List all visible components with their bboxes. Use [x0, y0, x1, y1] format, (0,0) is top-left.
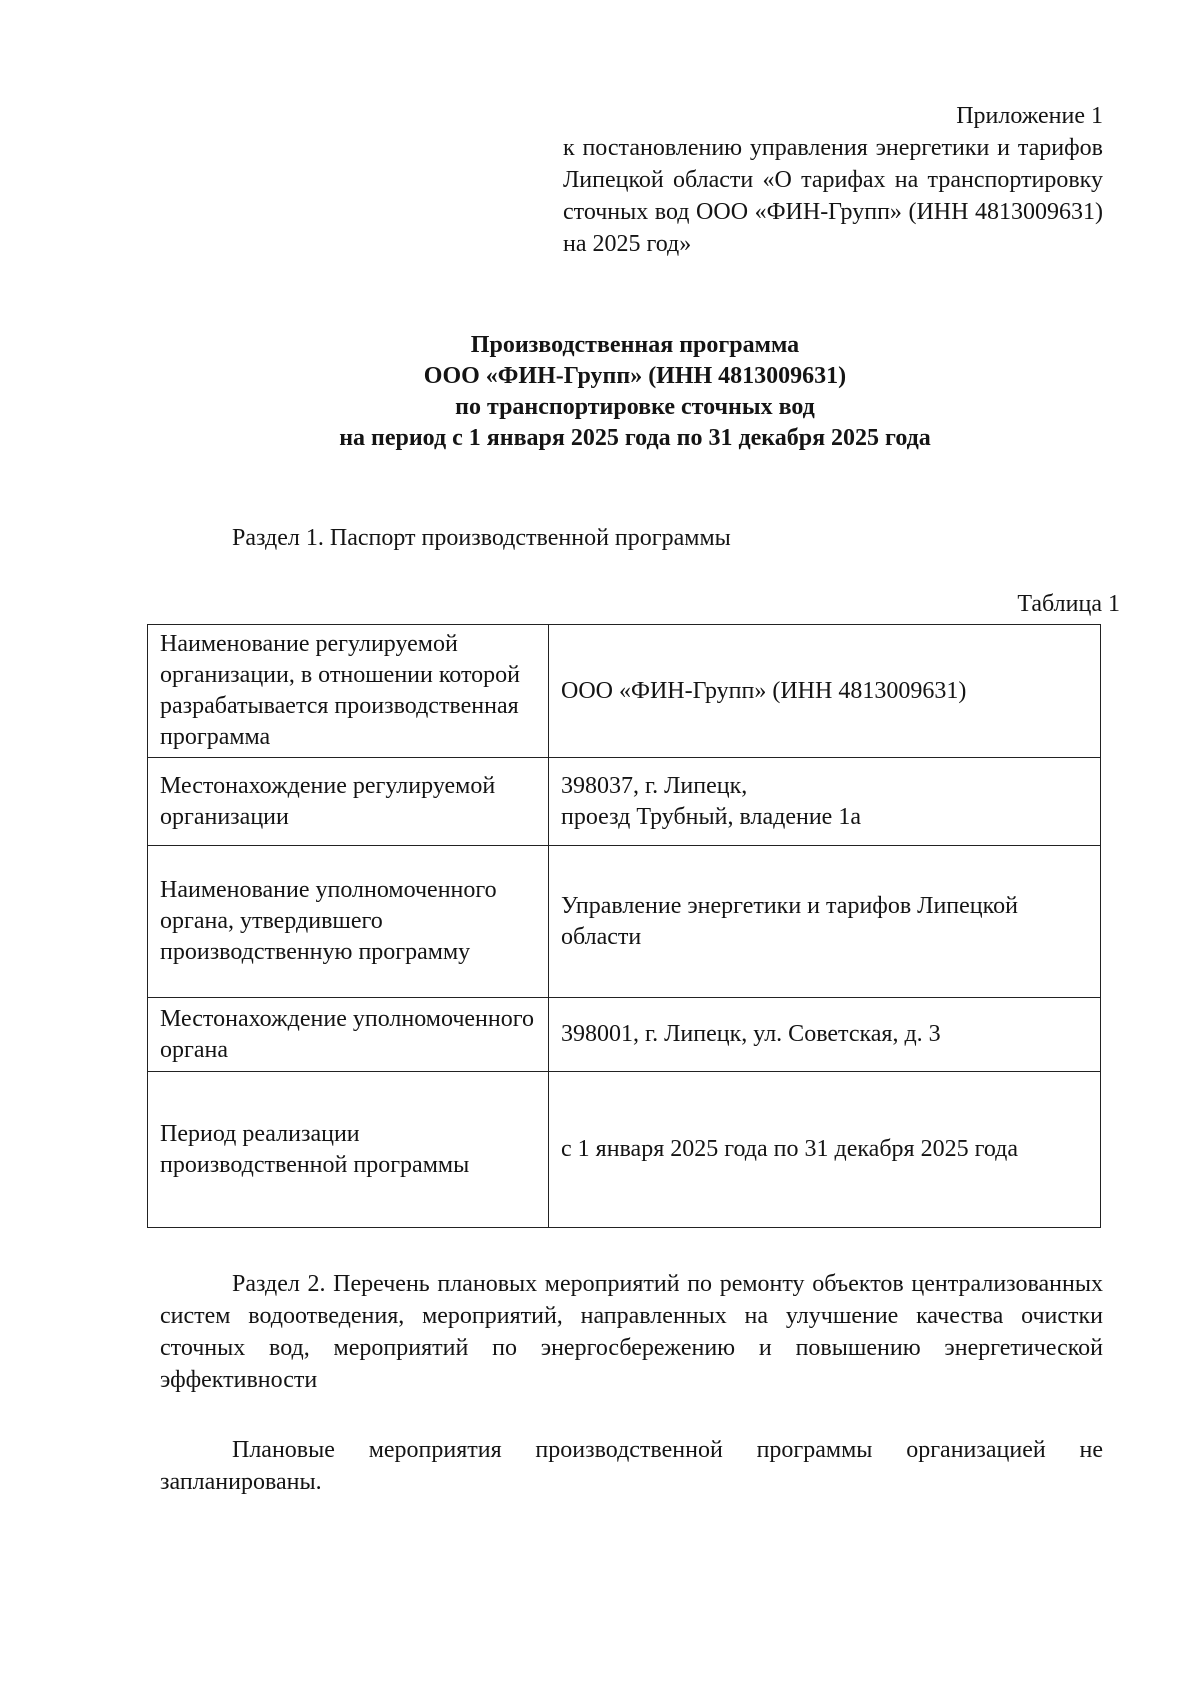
table-cell-value: Управление энергетики и тарифов Липецкой области	[549, 846, 1101, 998]
table-row	[148, 998, 1101, 1072]
section2-text: Плановые мероприятия производственной программы организацией не запланированы.	[160, 1437, 1103, 1495]
table-cell-label: Период реализации производственной программы	[148, 1072, 549, 1228]
table-row	[148, 758, 1101, 846]
table-caption: Таблица 1	[1017, 591, 1120, 617]
document-title-line: Производственная программа	[470, 332, 800, 358]
table-cell-value	[549, 758, 1101, 846]
document-title	[140, 330, 1130, 454]
table-row	[148, 625, 1101, 758]
document-title-line: ООО «ФИН-Групп» (ИНН 4813009631)	[423, 363, 847, 389]
appendix-block	[563, 100, 1103, 260]
table-cell-label: Наименование регулируемой организации, в отношении которой разрабатывается производственная программа	[148, 625, 549, 758]
section1-heading: Раздел 1. Паспорт производственной программы	[232, 525, 731, 551]
table-row	[148, 846, 1101, 998]
document-title-line: на период с 1 января 2025 года по 31 декабря 2025 года	[339, 425, 931, 451]
address-line: проезд Трубный, владение 1а	[561, 803, 861, 830]
appendix-title: Приложение 1	[956, 103, 1103, 129]
table-cell-value: 398001, г. Липецк, ул. Советская, д. 3	[549, 998, 1101, 1072]
document-title-line: по транспортировке сточных вод	[455, 394, 815, 420]
table-cell-label: Местонахождение уполномоченного органа	[148, 998, 549, 1072]
table-cell-value: с 1 января 2025 года по 31 декабря 2025 года	[549, 1072, 1101, 1228]
address-line: 398037, г. Липецк,	[561, 772, 748, 799]
table-cell-label: Местонахождение регулируемой организации	[148, 758, 549, 846]
table-cell-value: ООО «ФИН-Групп» (ИНН 4813009631)	[549, 625, 1101, 758]
table-row	[148, 1072, 1101, 1228]
table-cell-label: Наименование уполномоченного органа, утвердившего производственную программу	[148, 846, 549, 998]
passport-table	[147, 624, 1101, 1228]
appendix-body: к постановлению управления энергетики и тарифов Липецкой области «О тарифах на транспортировку сточных вод ООО «ФИН-Групп» (ИНН 4813009631) на 2025 год»	[563, 135, 1103, 257]
section2-heading: Раздел 2. Перечень плановых мероприятий по ремонту объектов централизованных систем водоотведения, мероприятий, направленных на улучшение качества очистки сточных вод, мероприятий по энергосбережению и повышению энергетической эффективности	[160, 1271, 1103, 1393]
